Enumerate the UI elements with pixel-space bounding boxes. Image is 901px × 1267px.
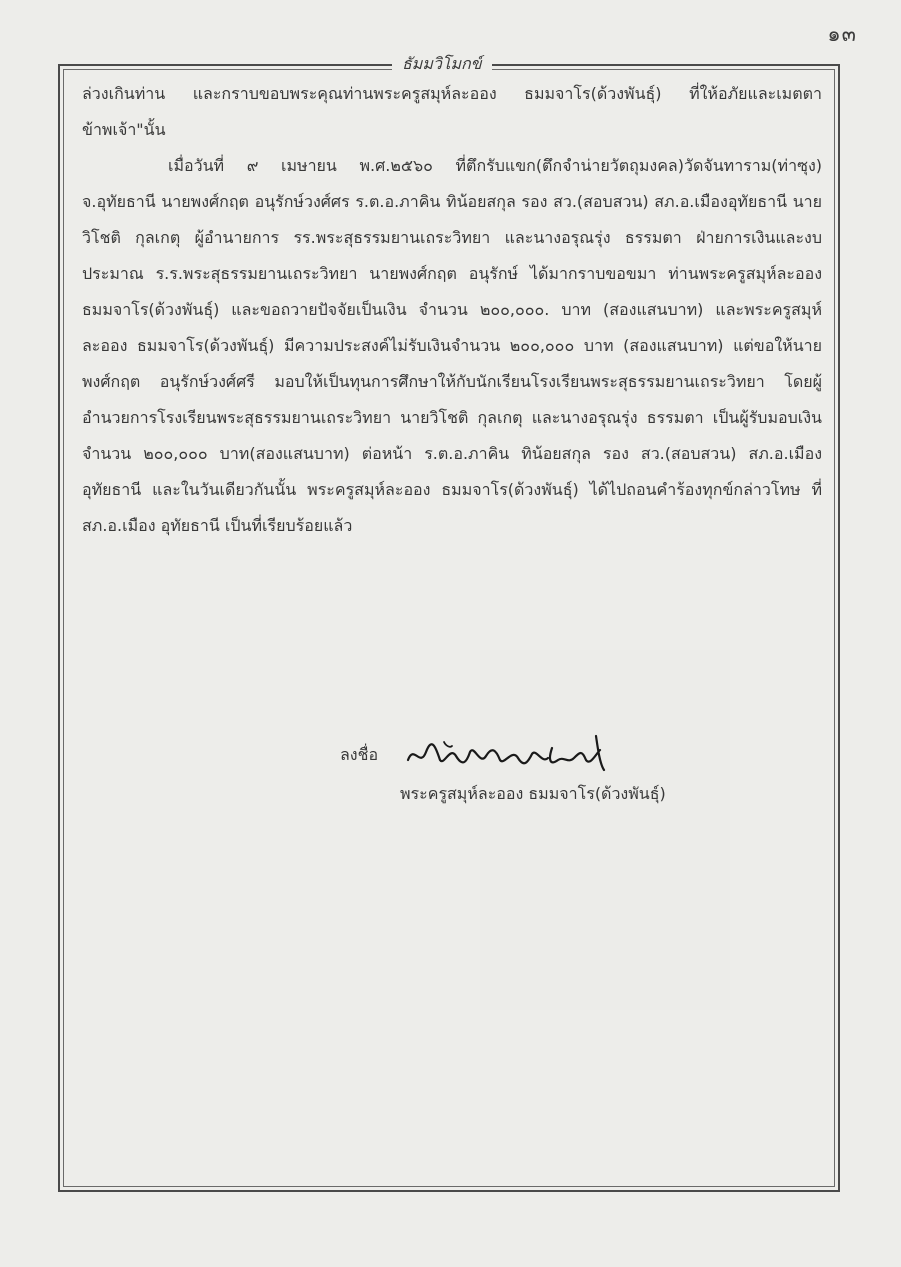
letter-paragraph: เมื่อวันที่ ๙ เมษายน พ.ศ.๒๕๖๐ ที่ตึกรับแขก(ตึกจำน่ายวัตถุมงคล)วัดจันทาราม(ท่าซุง) จ.อุทัยธานี นายพงศ์กฤต อนุรักษ์วงศ์ศร ร.ต.อ.ภาคิน ทิน้อยสกุล รอง สว.(สอบสวน) สภ.อ.เมืองอุทัยธานี นายวิโชติ กุลเกตุ ผู้อำนายการ รร.พระสุธรรมยานเถระวิทยา และนางอรุณรุ่ง ธรรมตา ฝ่ายการเงินและงบประมาณ ร.ร.พระสุธรรมยานเถระวิทยา นายพงศ์กฤต อนุรักษ์ ได้มากราบขอขมา ท่านพระครูสมุห์ละออง ธมมจาโร(ด้วงพันธุ์) และขอถวายปัจจัยเป็นเงิน จำนวน ๒๐๐,๐๐๐. บาท (สองแสนบาท) และพระครูสมุห์ละออง ธมมจาโร(ด้วงพันธุ์) มีความประสงค์ไม่รับเงินจำนวน ๒๐๐,๐๐๐ บาท (สองแสนบาท) แต่ขอให้นายพงศ์กฤต อนุรักษ์วงศ์ศรี มอบให้เป็นทุนการศึกษาให้กับนักเรียนโรงเรียนพระสุธรรมยานเถระวิทยา โดยผู้อำนวยการโรงเรียนพระสุธรรมยานเถระวิทยา นายวิโชติ กุลเกตุ และนางอรุณรุ่ง ธรรมตา เป็นผู้รับมอบเงินจำนวน ๒๐๐,๐๐๐ บาท(สองแสนบาท) ต่อหน้า ร.ต.อ.ภาคิน ทิน้อยสกุล รอง สว.(สอบสวน) สภ.อ.เมืองอุทัยธานี และในวันเดียวกันนั้น พระครูสมุห์ละออง ธมมจาโร(ด้วงพันธุ์) ได้ไปถอนคำร้องทุกข์กล่าวโทษ ที่ สภ.อ.เมือง อุทัยธานี เป็นที่เรียบร้อยแล้ว <box>82 156 823 535</box>
signature-line <box>340 730 820 774</box>
signer-name: พระครูสมุห์ละออง ธมมจาโร(ด้วงพันธุ์) <box>400 784 666 803</box>
letter-body <box>82 76 822 544</box>
signature-block <box>340 730 820 807</box>
page-number: ๑๓ <box>827 22 857 46</box>
handwritten-signature-icon <box>400 730 620 774</box>
signature-label: ลงชื่อ <box>340 745 379 764</box>
letter-continuation: ล่วงเกินท่าน และกราบขอบพระคุณท่านพระครูสมุห์ละออง ธมมจาโร(ด้วงพันธุ์) ที่ให้อภัยและเมตตาข้าพเจ้า"นั้น <box>82 84 822 139</box>
header-title: ธัมมวิโมกข์ <box>392 52 492 77</box>
